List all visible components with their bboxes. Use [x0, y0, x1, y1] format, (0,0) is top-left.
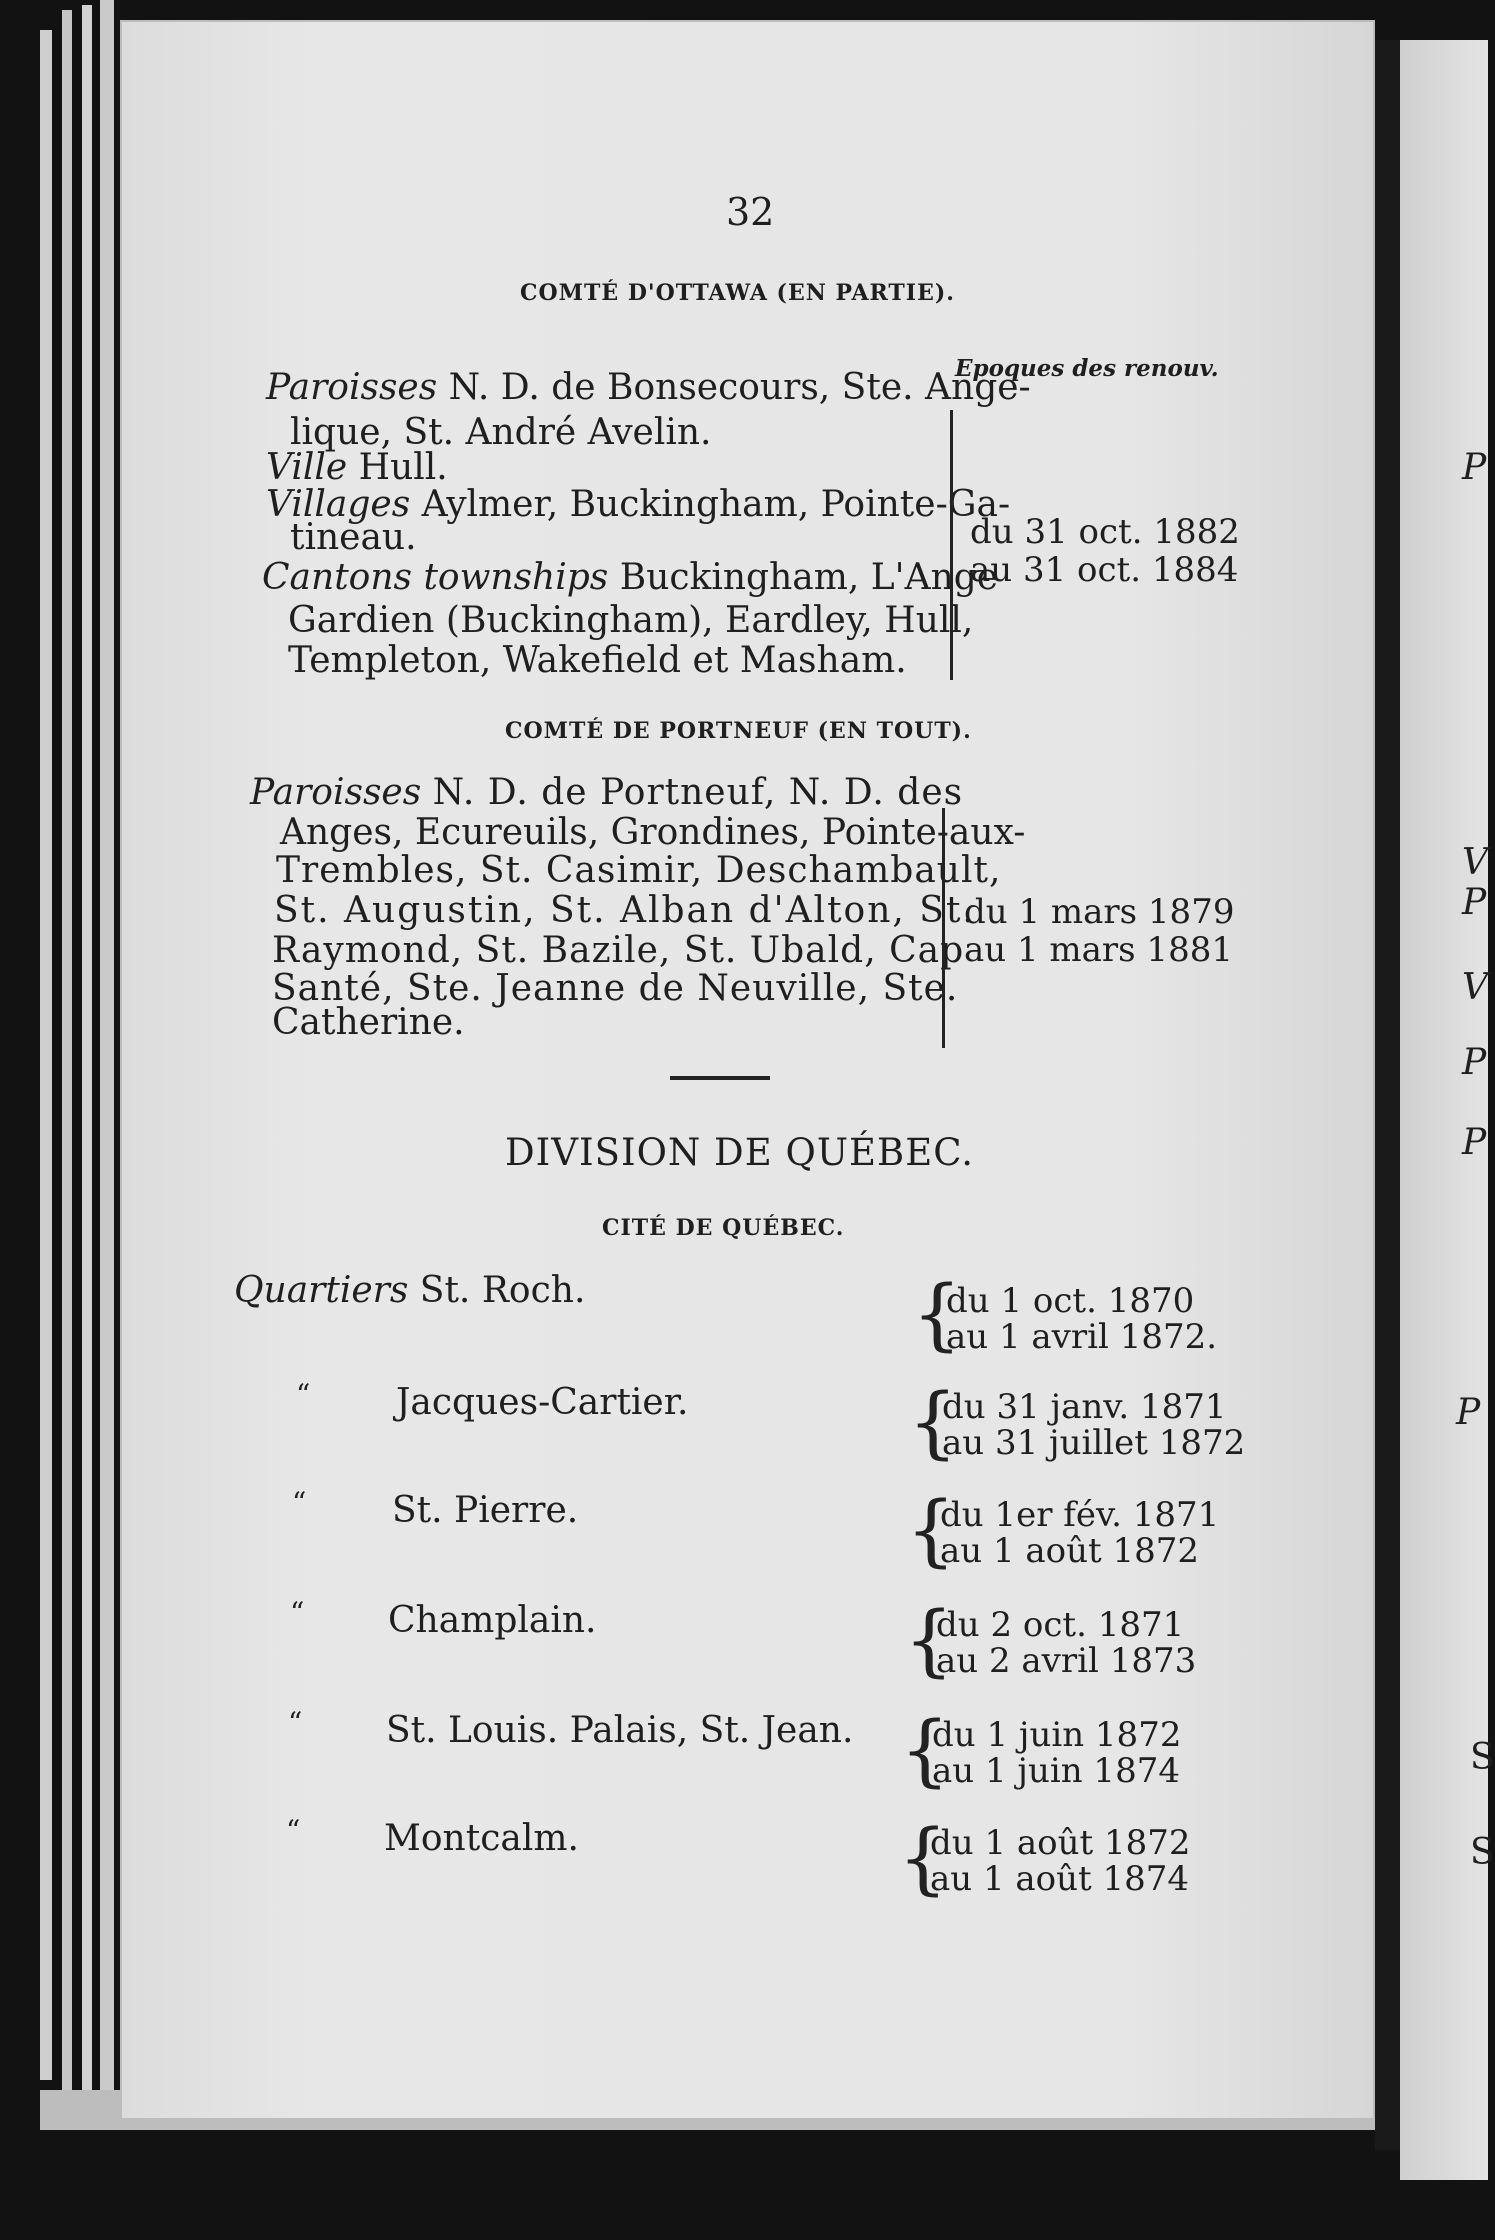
portneuf-line: Catherine. — [272, 1002, 465, 1043]
quartier-to: au 31 juillet 1872 — [942, 1423, 1246, 1463]
division-title: DIVISION DE QUÉBEC. — [505, 1131, 974, 1174]
quartier-name: Jacques-Cartier. — [396, 1382, 689, 1423]
facing-fragment: V — [1462, 842, 1488, 883]
book-edge-4 — [100, 0, 114, 2110]
page-number: 32 — [726, 190, 775, 234]
brace: { — [912, 1270, 962, 1360]
quartiers-label: Quartiers — [234, 1270, 409, 1311]
portneuf-date-from: du 1 mars 1879 — [964, 892, 1235, 932]
ditto-mark: “ — [288, 1706, 303, 1739]
bracket — [942, 808, 945, 1048]
entry-text: Hull. — [358, 447, 448, 488]
ditto-mark: “ — [290, 1596, 305, 1629]
brace: { — [904, 1596, 954, 1686]
ottawa-line: Templeton, Wakefield et Masham. — [288, 640, 907, 681]
entry-label: Villages — [266, 484, 411, 525]
ditto-mark: “ — [292, 1486, 307, 1519]
section-heading-portneuf: COMTÉ DE PORTNEUF (EN TOUT). — [505, 718, 972, 744]
facing-fragment: P — [1462, 1042, 1487, 1083]
quartier-to: au 1 août 1874 — [930, 1859, 1190, 1899]
portneuf-date-to: au 1 mars 1881 — [964, 930, 1233, 970]
quartier-to: au 1 juin 1874 — [932, 1751, 1180, 1791]
facing-fragment: P — [1462, 1122, 1487, 1163]
facing-page-edge — [1400, 40, 1495, 2180]
portneuf-line: St. Augustin, St. Alban d'Alton, St. — [274, 890, 976, 931]
facing-fragment: P — [1456, 1392, 1481, 1433]
bracket — [950, 410, 953, 680]
book-page — [120, 20, 1375, 2120]
ottawa-line — [266, 365, 1031, 410]
entry-label: Ville — [266, 447, 348, 488]
list-item — [234, 1268, 585, 1313]
ditto-mark: “ — [296, 1378, 311, 1411]
facing-fragment: S — [1470, 1737, 1495, 1778]
quartier-from: du 1 oct. 1870 — [946, 1281, 1195, 1321]
quartier-name: St. Louis. Palais, St. Jean. — [386, 1710, 854, 1751]
ottawa-date-from: du 31 oct. 1882 — [970, 512, 1240, 552]
quartier-from: du 1 août 1872 — [930, 1823, 1191, 1863]
section-divider — [670, 1076, 770, 1080]
brace: { — [908, 1378, 958, 1468]
ottawa-date-to: au 31 oct. 1884 — [970, 550, 1239, 590]
ottawa-line: lique, St. André Avelin. — [290, 412, 712, 453]
quartier-to: au 2 avril 1873 — [936, 1641, 1197, 1681]
quartier-from: du 1er fév. 1871 — [940, 1495, 1220, 1535]
facing-fragment: V — [1462, 967, 1488, 1008]
cite-heading: CITÉ DE QUÉBEC. — [602, 1215, 845, 1241]
entry-text: N. D. de Portneuf, N. D. des — [432, 772, 964, 813]
portneuf-line: Anges, Ecureuils, Grondines, Pointe-aux- — [280, 812, 1026, 853]
brace: { — [898, 1814, 948, 1904]
entry-text: N. D. de Bonsecours, Ste. Ange- — [448, 367, 1031, 408]
portneuf-line: Trembles, St. Casimir, Deschambault, — [276, 850, 1002, 891]
quartier-name: St. Roch. — [419, 1270, 586, 1311]
entry-label: Paroisses — [266, 367, 438, 408]
entry-text: Aylmer, Buckingham, Pointe-Ga- — [421, 484, 1011, 525]
portneuf-line: Santé, Ste. Jeanne de Neuville, Ste. — [272, 968, 959, 1009]
quartier-from: du 2 oct. 1871 — [936, 1605, 1185, 1645]
ottawa-line — [262, 555, 998, 600]
ottawa-line: tineau. — [290, 517, 417, 558]
ottawa-line: Gardien (Buckingham), Eardley, Hull, — [288, 600, 974, 641]
book-edge-2 — [62, 10, 72, 2090]
quartier-name: Montcalm. — [384, 1818, 579, 1859]
quartier-to: au 1 avril 1872. — [946, 1317, 1218, 1357]
quartier-name: Champlain. — [388, 1600, 597, 1641]
facing-fragment: P — [1462, 882, 1487, 923]
quartier-to: au 1 août 1872 — [940, 1531, 1200, 1571]
quartier-from: du 31 janv. 1871 — [942, 1387, 1227, 1427]
quartier-from: du 1 juin 1872 — [932, 1715, 1182, 1755]
brace: { — [906, 1486, 956, 1576]
entry-label: Paroisses — [250, 772, 422, 813]
facing-fragment: S — [1470, 1832, 1495, 1873]
entry-label: Cantons townships — [262, 557, 609, 598]
portneuf-line — [250, 770, 963, 815]
book-edge-3 — [82, 5, 92, 2095]
brace: { — [900, 1706, 950, 1796]
book-gutter — [1375, 40, 1401, 2150]
ditto-mark: “ — [286, 1814, 301, 1847]
book-edge-1 — [40, 30, 52, 2080]
section-heading-ottawa: COMTÉ D'OTTAWA (EN PARTIE). — [520, 280, 955, 306]
portneuf-line: Raymond, St. Bazile, St. Ubald, Cap — [272, 930, 965, 971]
quartier-name: St. Pierre. — [392, 1490, 579, 1531]
column-header: Epoques des renouv. — [955, 355, 1219, 382]
facing-fragment: P — [1462, 447, 1487, 488]
entry-text: Buckingham, L'Ange — [619, 557, 999, 598]
